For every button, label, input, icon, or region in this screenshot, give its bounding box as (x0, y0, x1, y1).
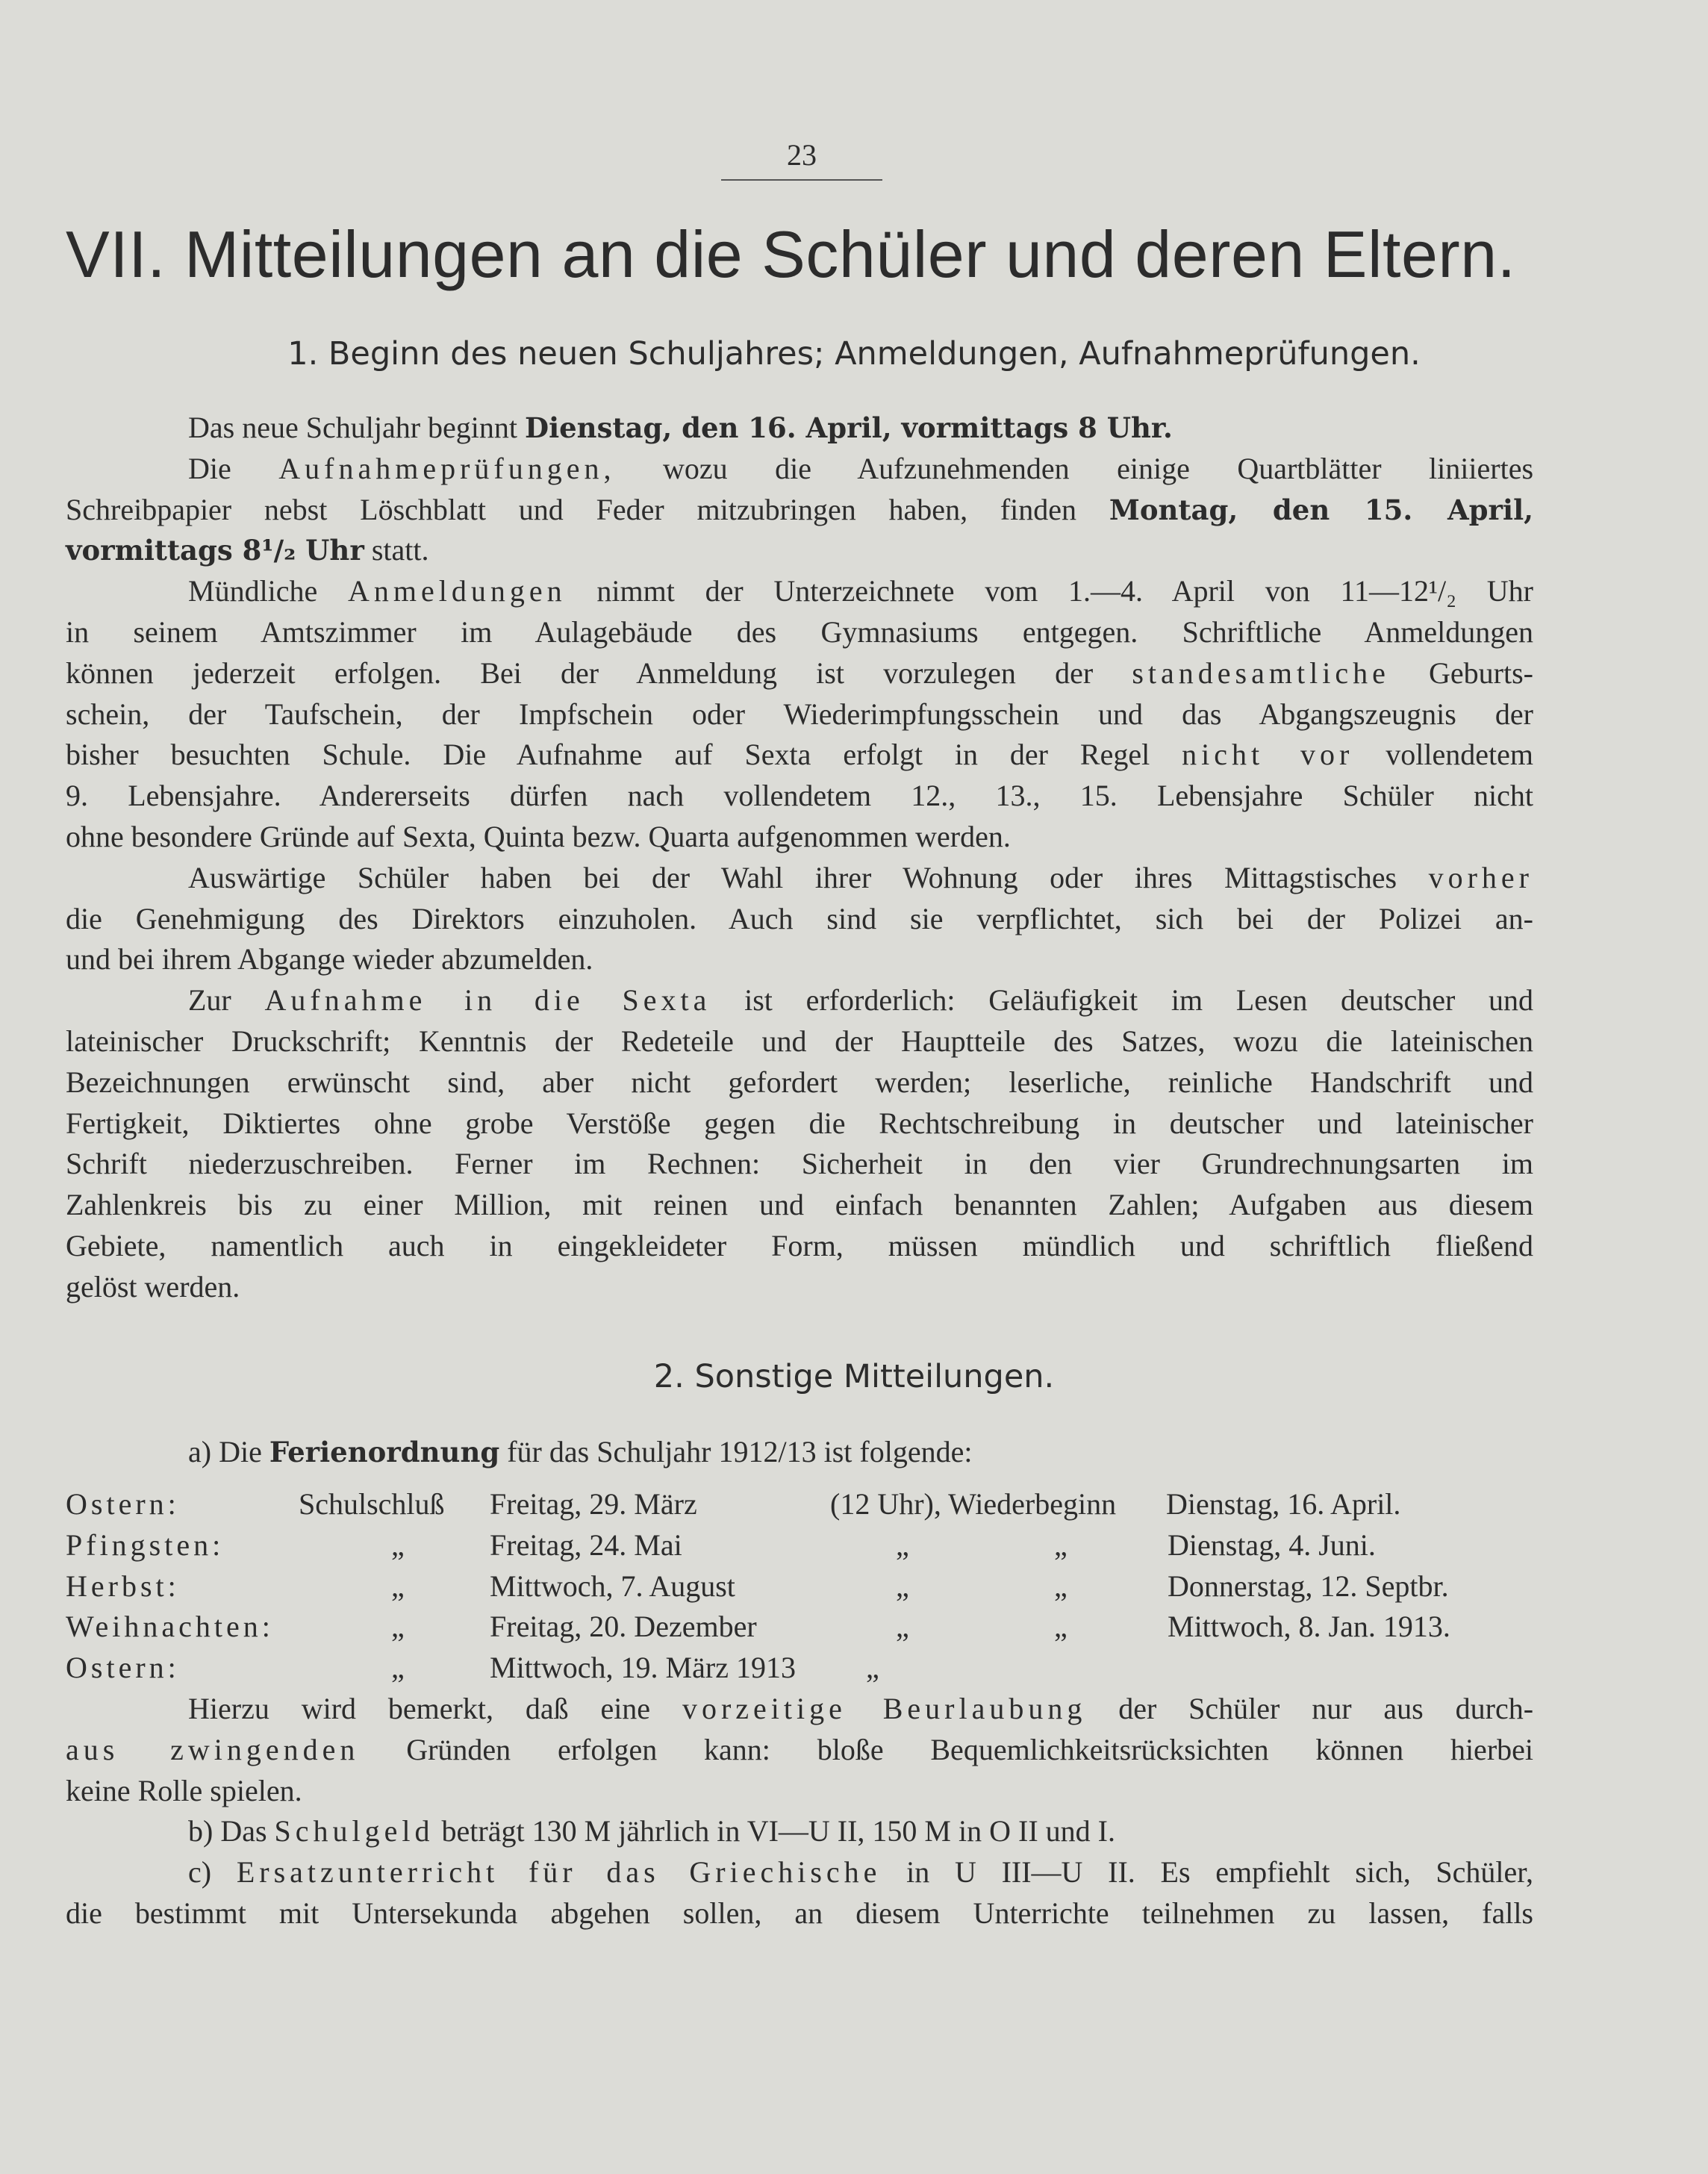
table-row: Weihnachten: „ Freitag, 20. Dezember „ „ Mittwoch, 8. Jan. 1913. (66, 1610, 1450, 1644)
page-title: VII. Mitteilungen an die Schüler und deren Eltern. (66, 217, 1516, 291)
section2-body (66, 1689, 1533, 1934)
paragraph-exam-line: Die Aufnahmeprüfungen, wozu die Aufzunehmenden einige Quartblätter liniiertes (188, 451, 1534, 485)
holiday-table (66, 1484, 1533, 1689)
paragraph-external-line: Auswärtige Schüler haben bei der Wahl ihrer Wohnung oder ihres Mittagstisches vorher (188, 860, 1534, 894)
table-row: Ostern: Schulschluß Freitag, 29. März (12 Uhr), Wiederbeginn Dienstag, 16. April. (66, 1487, 1401, 1521)
paragraph-external-line: die Genehmigung des Direktors einzuholen. Auch sind sie verpflichtet, sich bei der Polizei an- (66, 901, 1533, 935)
greek-line: c) Ersatzunterricht für das Griechische in U III—U II. Es empfiehlt sich, Schüler, (188, 1855, 1534, 1890)
paragraph-registration-line: bisher besuchten Schule. Die Aufnahme auf Sexta erfolgt in der Regel nicht vor vollendetem (66, 738, 1533, 772)
remark-line: aus zwingenden Gründen erfolgen kann: bloße Bequemlichkeitsrücksichten können hierbei (66, 1732, 1533, 1766)
paragraph-sexta-line: Gebiete, namentlich auch in eingekleideter Form, müssen mündlich und schriftlich fließend (66, 1228, 1533, 1262)
section1-heading: 1. Beginn des neuen Schuljahres; Anmeldungen, Aufnahmeprüfungen. (287, 335, 1421, 373)
paragraph-sexta-line: Bezeichnungen erwünscht sind, aber nicht gefordert werden; leserliche, reinliche Handschrift und (66, 1065, 1533, 1099)
paragraph-sexta-line: Zahlenkreis bis zu einer Million, mit reinen und einfach benannten Zahlen; Aufgaben aus diesem (66, 1188, 1533, 1222)
paragraph-registration-line: schein, der Taufschein, der Impfschein oder Wiederimpfungsschein und das Abgangszeugnis der (66, 697, 1533, 731)
paragraph-registration-line: Mündliche Anmeldungen nimmt der Unterzeichnete vom 1.—4. April von 11—12¹/₂ Uhr (188, 574, 1533, 608)
paragraph-sexta-line: Schrift niederzuschreiben. Ferner im Rechnen: Sicherheit in den vier Grundrechnungsarten im (66, 1147, 1533, 1181)
paragraph-registration-line: 9. Lebensjahre. Andererseits dürfen nach vollendetem 12., 13., 15. Lebensjahre Schüler nicht (66, 779, 1533, 813)
section1-body (66, 408, 1533, 1308)
paragraph-sexta-line: gelöst werden. (66, 1269, 240, 1304)
remark-line: Hierzu wird bemerkt, daß eine vorzeitige Beurlaubung der Schüler nur aus durch- (188, 1692, 1534, 1725)
paragraph-sexta-line: Fertigkeit, Diktiertes ohne grobe Verstöße gegen die Rechtschreibung in deutscher und lateinischer (66, 1106, 1533, 1140)
greek-line: die bestimmt mit Untersekunda abgehen sollen, an diesem Unterrichte teilnehmen zu lassen, falls (66, 1896, 1533, 1930)
section2-heading: 2. Sonstige Mitteilungen. (653, 1358, 1055, 1395)
page-number: 23 (721, 136, 882, 181)
paragraph-registration-line: in seinem Amtszimmer im Aulagebäude des Gymnasiums entgegen. Schriftliche Anmeldungen (66, 614, 1533, 649)
paragraph-exam-line: Schreibpapier nebst Löschblatt und Feder mitzubringen haben, finden Montag, den 15. April, (66, 492, 1534, 526)
paragraph-external-line: und bei ihrem Abgange wieder abzumelden. (66, 942, 593, 977)
holiday-intro: a) Die Ferienordnung für das Schuljahr 1912/13 ist folgende: (188, 1435, 973, 1468)
remark-line: keine Rolle spielen. (66, 1773, 302, 1807)
table-row: Ostern: „ Mittwoch, 19. März 1913 „ (66, 1651, 879, 1685)
table-row: Pfingsten: „ Freitag, 24. Mai „ „ Dienstag, 4. Juni. (66, 1527, 1376, 1562)
table-row: Herbst: „ Mittwoch, 7. August „ „ Donnerstag, 12. Septbr. (66, 1569, 1449, 1603)
paragraph-start-date: Das neue Schuljahr beginnt Dienstag, den 16. April, vormittags 8 Uhr. (188, 411, 1173, 444)
paragraph-exam-line: vormittags 8¹/₂ Uhr statt. (66, 533, 429, 567)
paragraph-sexta-line: lateinischer Druckschrift; Kenntnis der Redeteile und der Hauptteile des Satzes, wozu die lateinischen (66, 1024, 1533, 1058)
paragraph-registration-line: können jederzeit erfolgen. Bei der Anmeldung ist vorzulegen der standesamtliche Geburts- (66, 655, 1533, 690)
paragraph-registration-line: ohne besondere Gründe auf Sexta, Quinta bezw. Quarta aufgenommen werden. (66, 819, 1011, 853)
tuition-line: b) Das Schulgeld beträgt 130 M jährlich in VI—U II, 150 M in O II und I. (188, 1814, 1115, 1848)
paragraph-sexta-line: Zur Aufnahme in die Sexta ist erforderlich: Geläufigkeit im Lesen deutscher und (188, 983, 1534, 1018)
